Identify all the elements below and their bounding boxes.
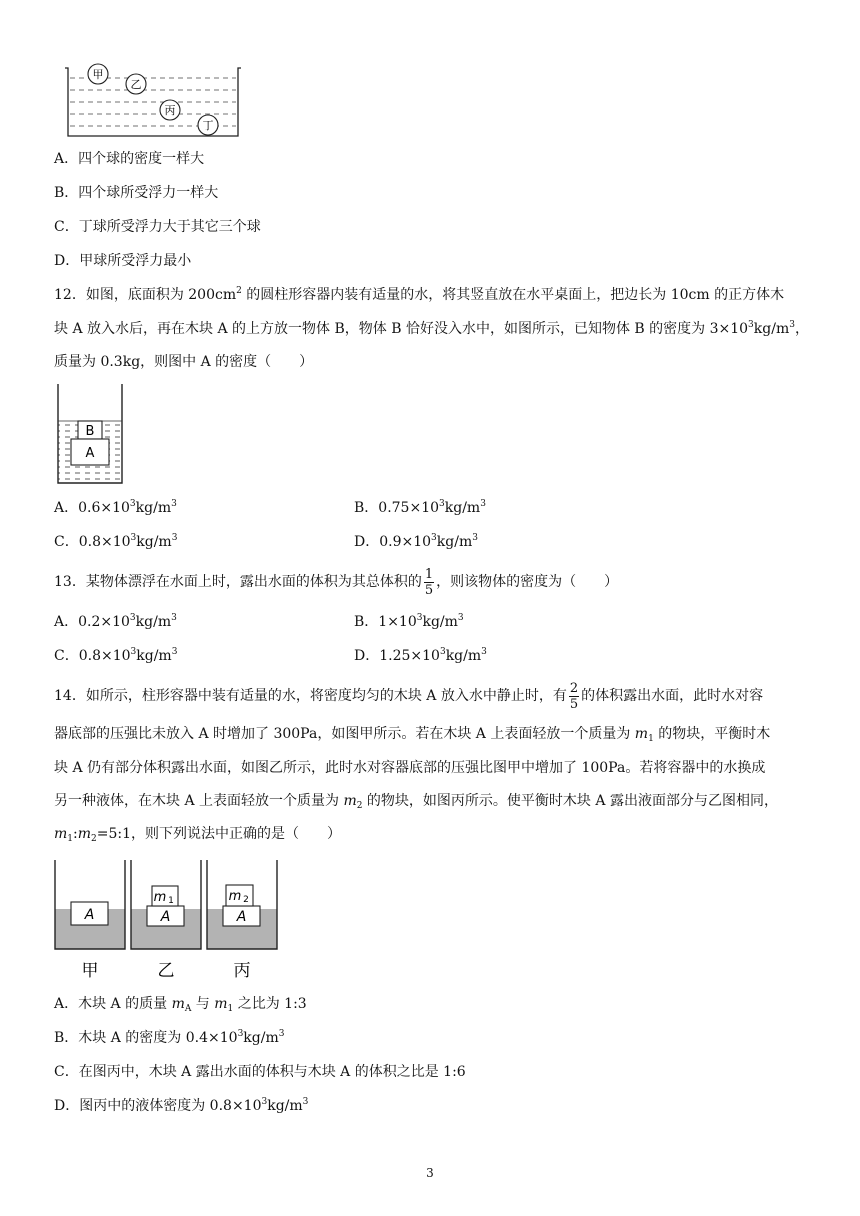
- caption-yi: 乙: [157, 961, 175, 981]
- q12-figure: [54, 380, 134, 490]
- container-yi: [131, 860, 201, 981]
- container-bing: [207, 860, 277, 981]
- q12-stem-line3: 质量为 0.3kg，则图中 A 的密度（ ）: [54, 354, 314, 370]
- q13-option-c[interactable]: C．$0.8\times 10^3kg/m^3$: [54, 647, 178, 664]
- svg-text:1: 1: [168, 896, 174, 906]
- svg-text:甲: 甲: [92, 68, 104, 81]
- svg-text:B: B: [85, 424, 95, 439]
- svg-text:A: A: [85, 446, 95, 461]
- q11-option-a[interactable]: A．四个球的密度一样大: [54, 151, 205, 167]
- svg-text:A: A: [236, 909, 247, 925]
- q14-option-b[interactable]: B．木块 A 的密度为 $0.4\times 10^3kg/m^3$: [54, 1029, 285, 1046]
- q14-stem-line2: 器底部的压强比未放入 A 时增加了 300Pa，如图甲所示。若在木块 A 上表面轻放一个质量为 $m_1$ 的物块，平衡时木: [54, 726, 771, 744]
- svg-text:A: A: [160, 909, 171, 925]
- ball-bing: [160, 100, 180, 120]
- q11-figure: [60, 60, 250, 140]
- ball-jia: [88, 64, 108, 84]
- q13-fraction: $\frac{1}{5}$: [424, 566, 434, 598]
- q14-option-a[interactable]: A．木块 A 的质量 $m_A$ 与 $m_1$ 之比为 1:3: [54, 996, 307, 1014]
- page-number: 3: [426, 1166, 434, 1180]
- q12-option-c[interactable]: C．$0.8\times 10^3kg/m^3$: [54, 533, 178, 550]
- caption-bing: 丙: [233, 961, 251, 981]
- container-jia: [55, 860, 125, 981]
- svg-text:丁: 丁: [202, 119, 214, 132]
- q12-option-d[interactable]: D．$0.9\times 10^3kg/m^3$: [354, 533, 478, 550]
- svg-text:m: m: [228, 889, 242, 904]
- q11-option-c[interactable]: C．丁球所受浮力大于其它三个球: [54, 219, 261, 235]
- q12-option-a[interactable]: A．$0.6\times 10^3kg/m^3$: [54, 499, 177, 516]
- q14-option-c[interactable]: C．在图丙中，木块 A 露出水面的体积与木块 A 的体积之比是 1:6: [54, 1064, 466, 1080]
- block-b: [78, 421, 102, 439]
- q14-stem-line1: 14．如所示，柱形容器中装有适量的水，将密度均匀的木块 A 放入水中静止时，有 $\frac{2}{5}$ 的体积露出水面，此时水对容: [54, 680, 764, 712]
- q14-stem-line4: 另一种液体，在木块 A 上表面轻放一个质量为 $m_2$ 的物块，如图丙所示。使平衡时木块 A 露出液面部分与乙图相同，: [54, 793, 778, 811]
- ball-yi: [126, 74, 146, 94]
- q14-option-d[interactable]: D．图丙中的液体密度为 $0.8\times 10^3kg/m^3$: [54, 1097, 309, 1114]
- q13-option-d[interactable]: D．$1.25\times 10^3kg/m^3$: [354, 647, 487, 664]
- svg-text:乙: 乙: [130, 78, 142, 91]
- svg-text:2: 2: [243, 895, 249, 905]
- q14-fraction: $\frac{2}{5}$: [569, 680, 579, 712]
- q14-stem-line5: $m_1:m_2=5:1$，则下列说法中正确的是（ ）: [54, 826, 342, 844]
- q12-stem-line2: 块 A 放入水后，再在木块 A 的上方放一物体 B，物体 B 恰好没入水中，如图所示，已知物体 B 的密度为 $3\times 10^3kg/m^3$，: [54, 320, 809, 337]
- q12-option-b[interactable]: B．$0.75\times 10^3kg/m^3$: [354, 499, 486, 516]
- svg-text:丙: 丙: [164, 104, 176, 117]
- q14-stem-line3: 块 A 仍有部分体积露出水面，如图乙所示，此时水对容器底部的压强比图甲中增加了 100Pa。若将容器中的水换成: [54, 760, 766, 776]
- q12-stem-line1: 12．如图，底面积为 $200cm^2$ 的圆柱形容器内装有适量的水，将其竖直放在水平桌面上，把边长为 10cm 的正方体木: [54, 286, 785, 303]
- block-a: [71, 439, 109, 465]
- q14-figure: [52, 858, 282, 983]
- svg-text:m: m: [153, 890, 167, 905]
- q13-option-b[interactable]: B．$1\times 10^3kg/m^3$: [354, 613, 464, 630]
- caption-jia: 甲: [81, 961, 99, 981]
- svg-text:A: A: [84, 907, 95, 923]
- q13-stem: 13．某物体漂浮在水面上时，露出水面的体积为其总体积的 $\frac{1}{5}$ ，则该物体的密度为（ ）: [54, 566, 619, 598]
- ball-ding: [198, 115, 218, 135]
- q11-option-d[interactable]: D．甲球所受浮力最小: [54, 253, 192, 269]
- q13-option-a[interactable]: A．$0.2\times 10^3kg/m^3$: [54, 613, 177, 630]
- q11-option-b[interactable]: B．四个球所受浮力一样大: [54, 185, 219, 201]
